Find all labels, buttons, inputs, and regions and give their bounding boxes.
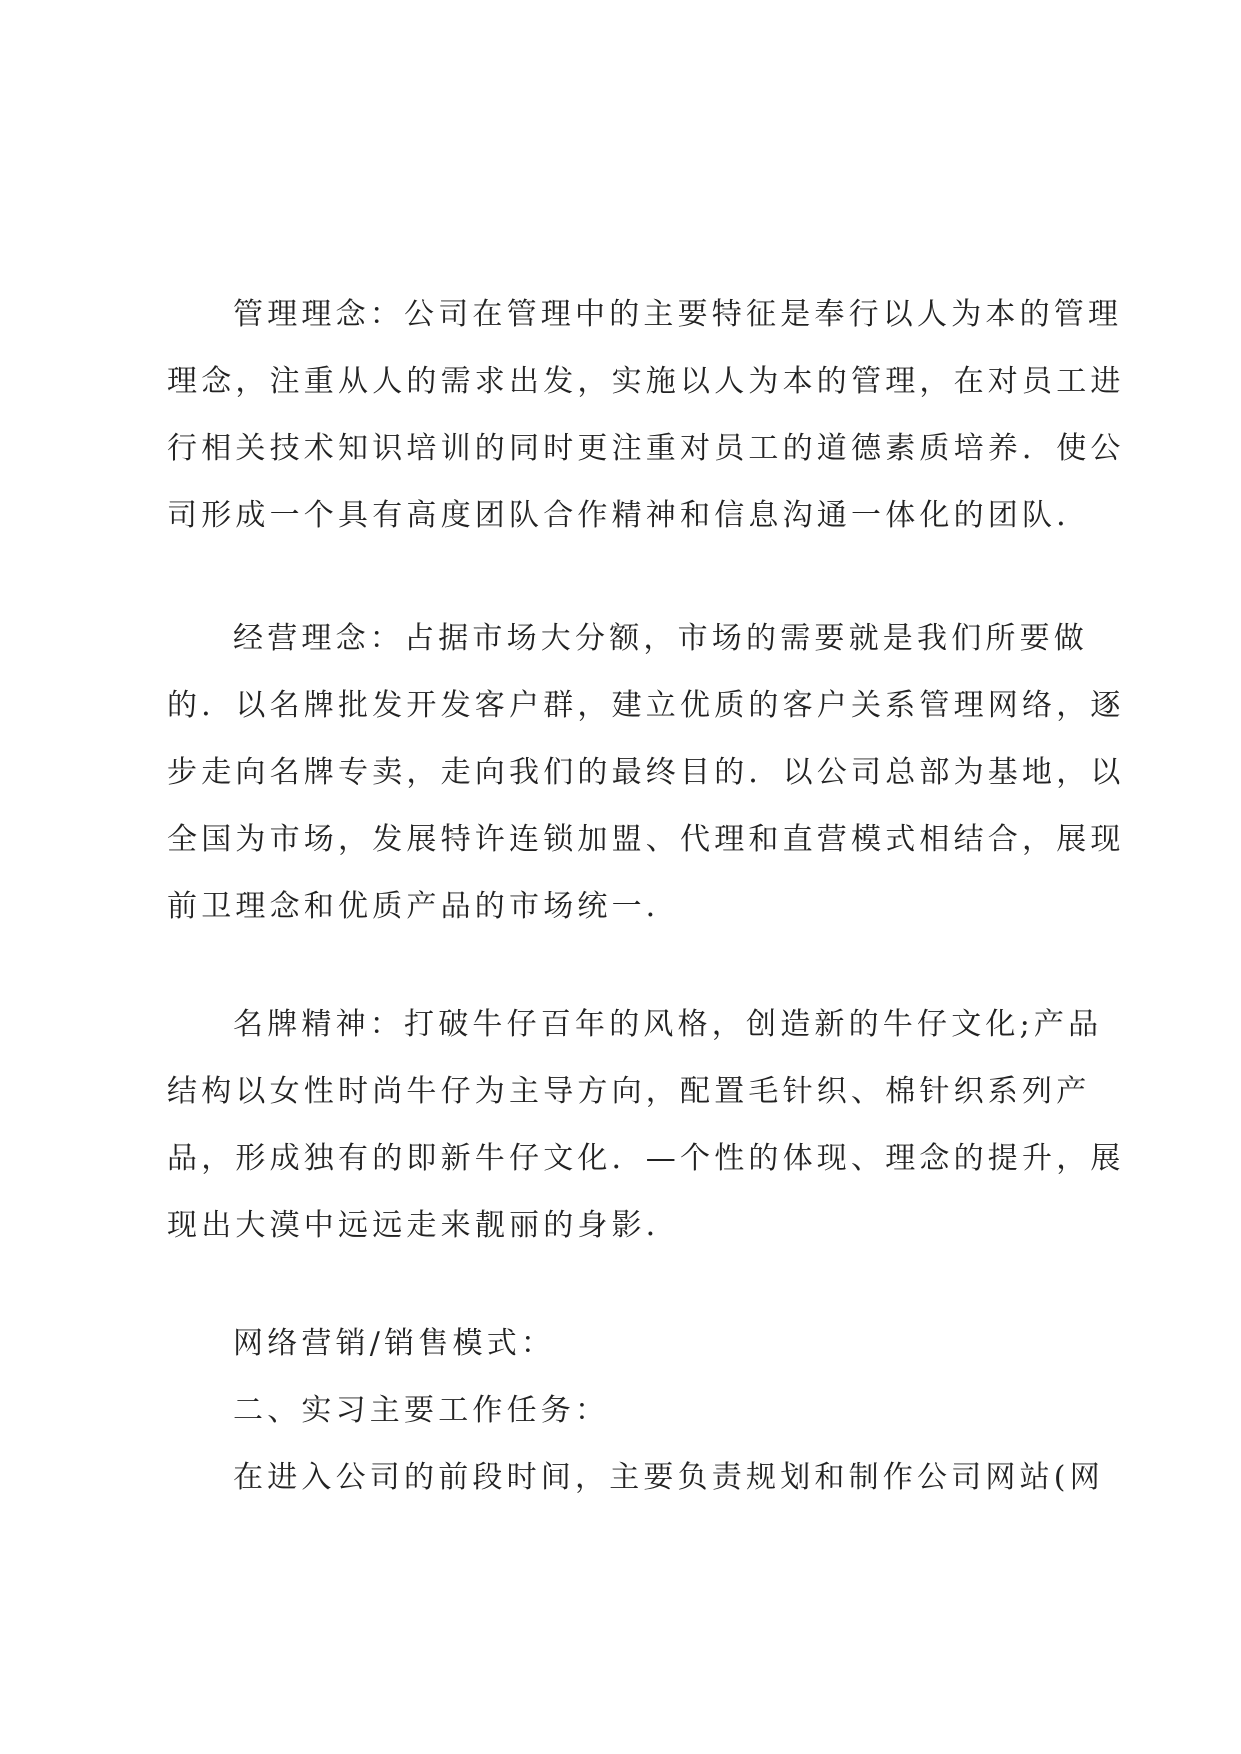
text-line: 在进入公司的前段时间，主要负责规划和制作公司网站(网 (233, 1460, 1104, 1495)
text-line: 司形成一个具有高度团队合作精神和信息沟通一体化的团队． (167, 498, 1091, 533)
text-line: 结构以女性时尚牛仔为主导方向，配置毛针织、棉针织系列产 (167, 1074, 1091, 1109)
section-heading: 网络营销/销售模式： (233, 1326, 556, 1361)
text-line: 全国为市场，发展特许连锁加盟、代理和直营模式相结合，展现 (167, 822, 1125, 857)
text-line: 名牌精神：打破牛仔百年的风格，创造新的牛仔文化;产品 (233, 1007, 1103, 1042)
paragraph-internship-tasks (167, 1310, 1104, 1511)
text-line: 品，形成独有的即新牛仔文化．—个性的体现、理念的提升，展 (167, 1141, 1125, 1176)
text-line: 理念，注重从人的需求出发，实施以人为本的管理，在对员工进 (167, 364, 1125, 399)
paragraph-management-philosophy (167, 281, 1125, 549)
text-line: 现出大漠中远远走来靓丽的身影． (167, 1208, 680, 1243)
text-line: 步走向名牌专卖，走向我们的最终目的．以公司总部为基地，以 (167, 755, 1125, 790)
paragraph-business-philosophy (167, 605, 1125, 940)
text-line: 管理理念：公司在管理中的主要特征是奉行以人为本的管理 (233, 297, 1123, 332)
section-heading: 二、实习主要工作任务： (233, 1393, 610, 1428)
text-line: 前卫理念和优质产品的市场统一． (167, 889, 680, 924)
text-line: 行相关技术知识培训的同时更注重对员工的道德素质培养．使公 (167, 431, 1125, 466)
text-line: 的．以名牌批发开发客户群，建立优质的客户关系管理网络，逐 (167, 688, 1125, 723)
text-line: 经营理念：占据市场大分额，市场的需要就是我们所要做 (233, 621, 1088, 656)
paragraph-brand-spirit (167, 991, 1125, 1259)
